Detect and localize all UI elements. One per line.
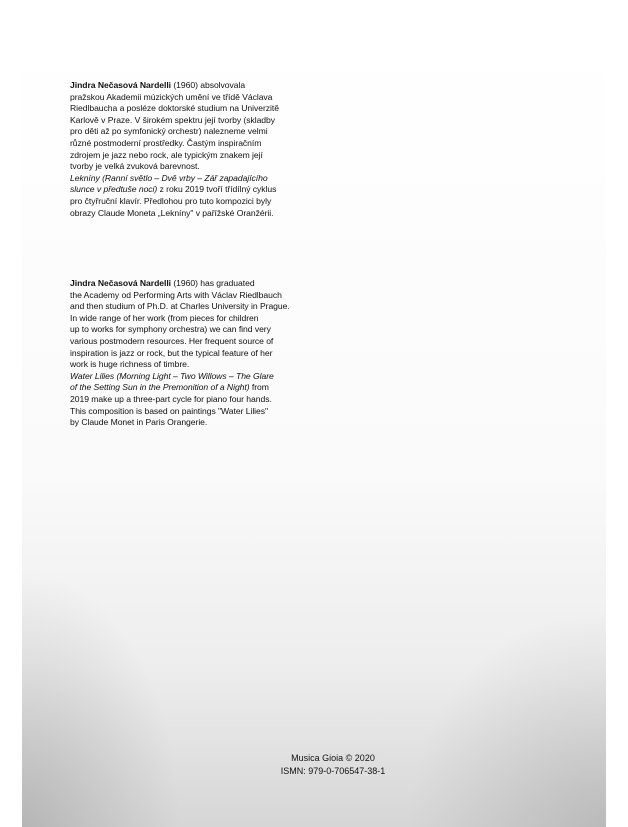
cz-line-12: obrazy Claude Moneta „Lekníny" v pařížské Oranžérii. <box>70 207 274 218</box>
page-shadow-right <box>406 607 606 827</box>
en-line-12: This composition is based on paintings "Water Lilies" <box>70 405 269 416</box>
page-shadow-left <box>22 567 182 827</box>
en-work-title-line-2: of the Setting Sun in the Premonition of a Night) <box>70 382 250 393</box>
publisher-copyright: Musica Gioia © 2020 <box>291 753 375 763</box>
cz-line-2: pražskou Akademii múzických umění ve třídě Václava <box>70 91 273 102</box>
cz-line-1: Jindra Nečasová Nardelli (1960) absolvovala <box>70 80 246 90</box>
en-work-title-line-1: Water Lilies (Morning Light – Two Willows – The Glare <box>70 370 274 381</box>
cz-line-10: slunce v předtuše noci) z roku 2019 tvoří třídílný cyklus <box>70 184 277 195</box>
en-line-1: Jindra Nečasová Nardelli (1960) has graduated <box>70 278 255 288</box>
cz-work-title-line-1: Lekníny (Ranní světlo – Dvě vrby – Zář zapadajícího <box>70 172 268 183</box>
en-line-6: various postmodern resources. Her frequent source of <box>70 335 274 346</box>
czech-biography <box>70 80 340 219</box>
en-line-4: In wide range of her work (from pieces for children <box>70 312 259 323</box>
en-composer-name: Jindra Nečasová Nardelli <box>70 278 172 288</box>
en-line-13: by Claude Monet in Paris Orangerie. <box>70 417 208 428</box>
en-line-10: of the Setting Sun in the Premonition of a Night) from <box>70 382 269 393</box>
en-line-11: 2019 make up a three-part cycle for piano four hands. <box>70 393 272 404</box>
publisher-imprint <box>258 752 408 778</box>
cz-line-11: pro čtyřruční klavír. Předlohou pro tuto kompozici byly <box>70 195 272 206</box>
en-line-3: and then studium of Ph.D. at Charles University in Prague. <box>70 301 290 312</box>
en-line-5: up to works for symphony orchestra) we can find very <box>70 324 271 335</box>
cz-line-4: Karlově v Praze. V širokém spektru její tvorby (skladby <box>70 114 276 125</box>
cz-composer-name: Jindra Nečasová Nardelli <box>70 80 172 90</box>
en-line-8: work is huge richness of timbre. <box>70 359 190 370</box>
en-line-7: inspiration is jazz or rock, but the typical feature of her <box>70 347 273 358</box>
cz-work-title-line-2: slunce v předtuše noci) <box>70 184 158 195</box>
cz-line-7: zdrojem je jazz nebo rock, ale typickým znakem její <box>70 149 263 160</box>
en-line-2: the Academy od Performing Arts with Václav Riedlbauch <box>70 289 282 300</box>
english-biography <box>70 278 340 429</box>
cz-line-5: pro děti až po symfonický orchestr) nalezneme velmi <box>70 126 268 137</box>
cz-line-6: různé postmoderní prostředky. Častým inspiračním <box>70 137 262 148</box>
cz-line-3: Riedlbaucha a posléze doktorské studium na Univerzitě <box>70 103 279 114</box>
ismn-number: ISMN: 979-0-706547-38-1 <box>280 766 386 776</box>
cz-line-8: tvorby je velká zvuková barevnost. <box>70 161 200 172</box>
